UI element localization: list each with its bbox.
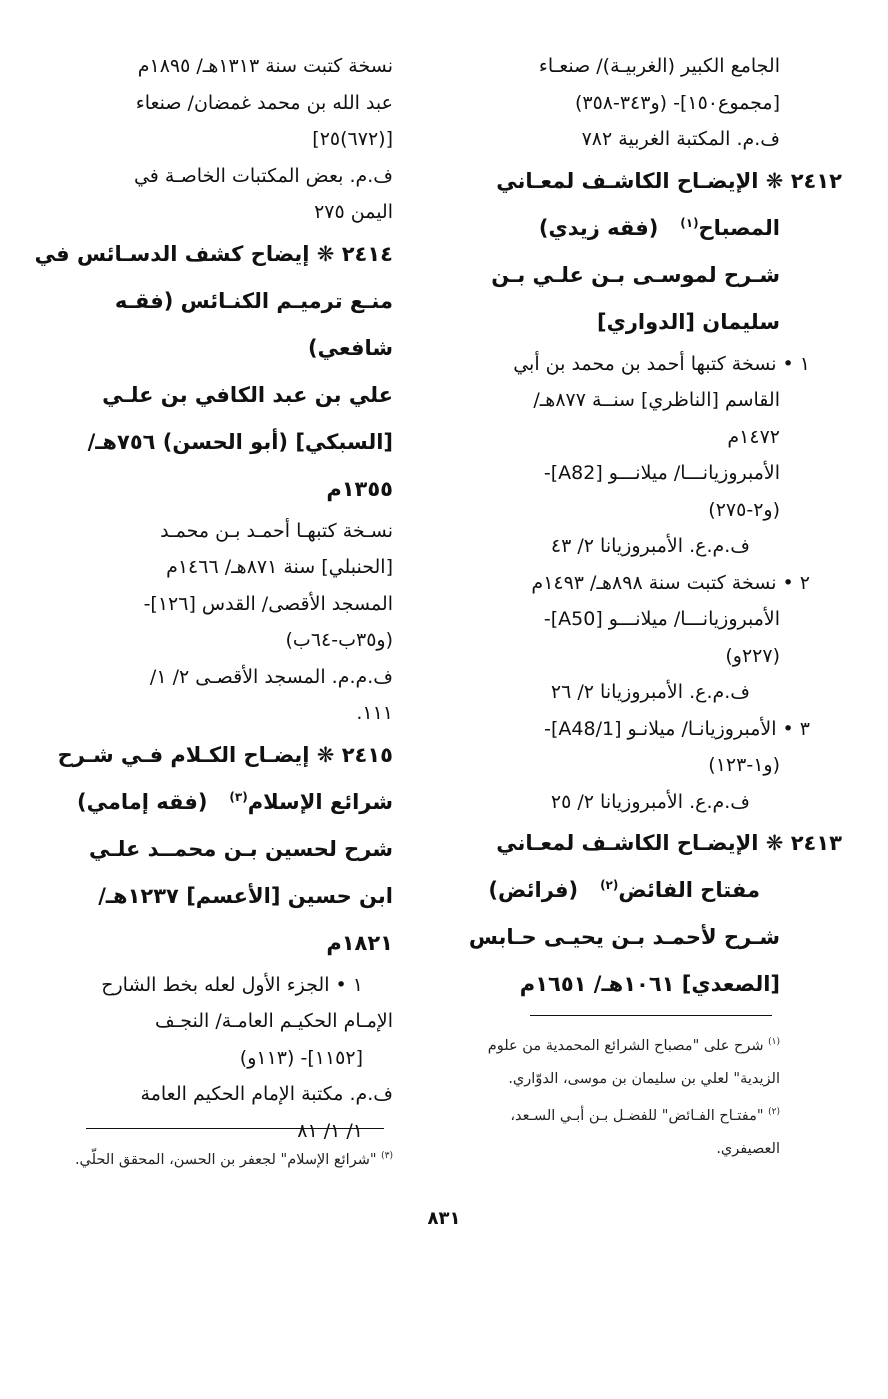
author-line: ١٣٥٥م bbox=[326, 476, 393, 501]
subject-tag: (فقه زيدي) bbox=[538, 215, 659, 240]
author-line: ابن حسين [الأعسم] ١٢٣٧هـ/ bbox=[98, 883, 393, 908]
author-line: سليمان [الدواري] bbox=[597, 309, 780, 334]
text-line: ف.م. المكتبة الغربية ٧٨٢ bbox=[581, 128, 780, 150]
footnote-line bbox=[435, 1096, 780, 1133]
copy-line: ١ • نسخة كتبها أحمد بن محمد بن أبي bbox=[513, 352, 810, 375]
right-column bbox=[435, 48, 842, 1008]
footnote-text: "مفتـاح الفـائض" للفضـل بـن أبـي السـعد، bbox=[510, 1107, 764, 1124]
copy-line: ف.م.م. المسجد الأقصـى ٢/ ١/ bbox=[149, 665, 393, 688]
copy-line: القاسم [الناظري] سنــة ٨٧٧هـ/ bbox=[533, 389, 780, 411]
text-line: ف.م. بعض المكتبات الخاصـة في bbox=[133, 164, 393, 187]
page-number: ٨٣١ bbox=[427, 1208, 461, 1229]
copy-line: (و٢-٢٧٥) bbox=[708, 498, 780, 521]
footnote-marker: (١) bbox=[768, 1037, 780, 1047]
subject-tag: (فقه إمامي) bbox=[77, 789, 208, 814]
subject-tag: (فرائض) bbox=[488, 878, 579, 902]
text-line: [(٦٧٢)٢٥] bbox=[312, 128, 393, 150]
footnote-divider bbox=[530, 1015, 772, 1016]
copy-line: ف.م.ع. الأمبروزيانا ٢/ ٢٦ bbox=[550, 681, 750, 703]
entry-2413 bbox=[435, 820, 842, 1008]
copy-line: ٣ • الأمبروزيانـا/ ميلانـو [A48/1]- bbox=[544, 717, 810, 740]
copy-line: [الحنبلي] سنة ٨٧١هـ/ ١٤٦٦م bbox=[166, 556, 393, 578]
title-text: المصباح bbox=[698, 215, 780, 240]
entry-heading: شافعي) bbox=[308, 335, 393, 360]
author-line: [السبكي] (أبو الحسن) ٧٥٦هـ/ bbox=[87, 429, 393, 454]
copy-line: ١ • الجزء الأول لعله بخط الشارح bbox=[101, 973, 363, 996]
author-line: شرح لحسين بـن محمــد علـي bbox=[89, 836, 393, 861]
footnote-line bbox=[58, 1140, 393, 1177]
copy-line: المسجد الأقصى/ القدس [١٢٦]- bbox=[143, 592, 393, 615]
entry-heading: ٢٤١٥ ❋ إيضـاح الكـلام فـي شـرح bbox=[57, 742, 393, 767]
entry-heading: ٢٤١٣ ❋ الإيضـاح الكاشـف لمعـاني bbox=[496, 831, 842, 855]
footnote-marker: (٣) bbox=[381, 1151, 393, 1161]
right-footnotes bbox=[435, 1026, 780, 1166]
copy-line: (٢٢٧و) bbox=[725, 644, 780, 667]
entry-2414 bbox=[34, 231, 393, 732]
author-line: علي بن عبد الكافي بن علـي bbox=[102, 382, 393, 407]
author-line: ١٨٢١م bbox=[326, 930, 393, 955]
text-line: [مجموع١٥٠]- (و٣٤٣-٣٥٨) bbox=[574, 91, 780, 114]
entry-heading bbox=[435, 205, 780, 252]
text-line: اليمن ٢٧٥ bbox=[314, 201, 393, 223]
copy-line: ١١١. bbox=[356, 702, 393, 724]
footnote-marker: (٢) bbox=[600, 878, 619, 892]
entry-2415 bbox=[58, 732, 393, 1150]
left-footnotes bbox=[58, 1140, 393, 1177]
entry-2412 bbox=[435, 158, 842, 821]
title-text: شرائع الإسلام bbox=[247, 789, 393, 814]
text-line: نسخة كتبت سنة ١٣١٣هـ/ ١٨٩٥م bbox=[137, 55, 393, 77]
footnote-marker: (٣) bbox=[229, 789, 248, 804]
footnote-line: العصيفري. bbox=[716, 1140, 780, 1157]
author-line: [الصعدي] ١٠٦١هـ/ ١٦٥١م bbox=[519, 972, 780, 996]
copy-line: ١/ ١/ ٨١ bbox=[297, 1119, 363, 1142]
copy-line: ف.م. مكتبة الإمام الحكيم العامة bbox=[140, 1083, 393, 1105]
entry-heading bbox=[435, 867, 780, 914]
entry-heading: منـع ترميـم الكنـائس (فقـه bbox=[114, 288, 393, 313]
copy-line: الإمـام الحكيـم العامـة/ النجـف bbox=[155, 1010, 393, 1032]
text-line: عبد الله بن محمد غمضان/ صنعاء bbox=[135, 91, 393, 114]
copy-line: (و٣٥ب-٦٤ب) bbox=[285, 629, 393, 651]
footnote-marker: (٢) bbox=[768, 1106, 780, 1117]
copy-line: [١١٥٢]- (١١٣و) bbox=[239, 1046, 363, 1069]
left-column bbox=[34, 48, 393, 1149]
copy-line: (و١-١٢٣) bbox=[708, 754, 780, 776]
footnote-marker: (١) bbox=[680, 215, 699, 230]
entry-heading: ٢٤١٢ ❋ الإيضـاح الكاشـف لمعـاني bbox=[496, 168, 842, 193]
footnote-text: "شرائع الإسلام" لجعفر بن الحسن، المحقق الحلّي. bbox=[74, 1151, 377, 1168]
copy-line: ٢ • نسخة كتبت سنة ٨٩٨هـ/ ١٤٩٣م bbox=[531, 571, 810, 594]
author-line: شـرح لأحمـد بـن يحيـى حـابس bbox=[468, 925, 780, 949]
copy-line: الأمبروزيانـــا/ ميلانـــو [A50]- bbox=[543, 608, 780, 630]
copy-line: ف.م.ع. الأمبروزيانا ٢/ ٢٥ bbox=[550, 790, 750, 813]
footnote-divider bbox=[86, 1128, 384, 1129]
entry-heading: ٢٤١٤ ❋ إيضاح كشف الدسـائس في bbox=[34, 241, 393, 266]
copy-line: الأمبروزيانـــا/ ميلانـــو [A82]- bbox=[543, 462, 780, 484]
author-line: شـرح لموسـى بـن علـي بـن bbox=[491, 262, 780, 287]
footnote-line bbox=[435, 1026, 780, 1063]
title-text: مفتاح الفائض bbox=[618, 878, 760, 902]
entry-heading bbox=[58, 779, 393, 826]
text-line: الجامع الكبير (الغربيـة)/ صنعـاء bbox=[538, 55, 780, 77]
footnote-line: الزيدية" لعلي بن سليمان بن موسى، الدوّاري. bbox=[508, 1070, 780, 1087]
footnote-text: شرح على "مصباح الشرائع المحمدية من علوم bbox=[487, 1037, 764, 1054]
copy-line: ١٤٧٢م bbox=[727, 425, 780, 448]
copy-line: نسـخة كتبهـا أحمـد بـن محمـد bbox=[160, 519, 393, 542]
copy-line: ف.م.ع. الأمبروزيانا ٢/ ٤٣ bbox=[550, 535, 750, 557]
